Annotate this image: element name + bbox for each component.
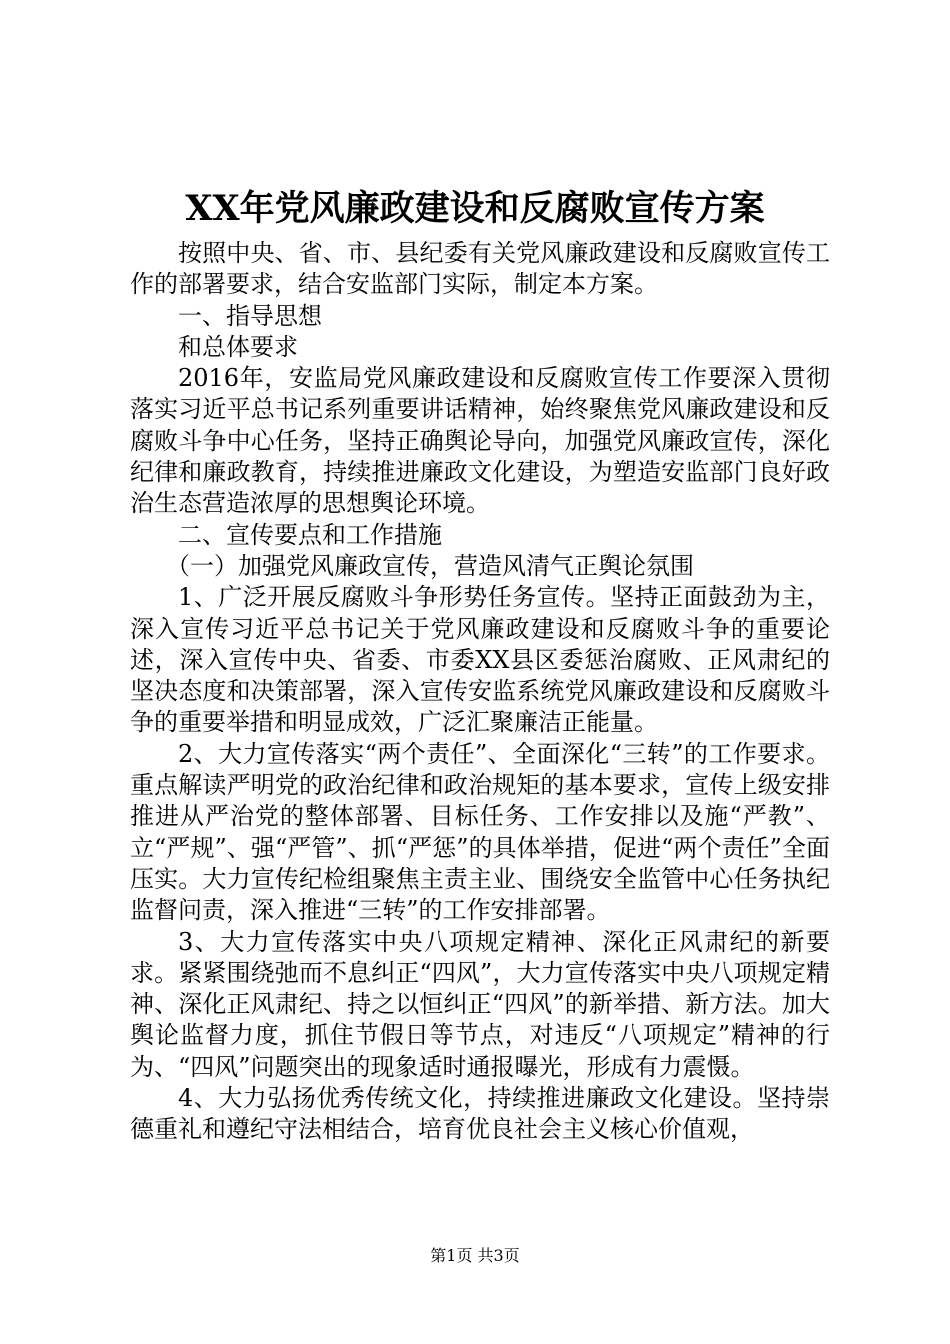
subheading-part-one: （一）加强党风廉政宣传，营造风清气正舆论氛围 [166, 551, 694, 580]
heading-guiding-thought: 一、指导思想 [178, 301, 322, 330]
paragraph-item-1: 1、广泛开展反腐败斗争形势任务宣传。坚持正面鼓劲为主，深入宣传习近平总书记关于党风廉政建设和反腐败斗争的重要论述，深入宣传中央、省委、市委XX县区委惩治腐败、正风肃纪的坚决态度和决策部署，深入宣传安监系统党风廉政建设和反腐败斗争的重要举措和明显成效，广泛汇聚廉洁正能量。 [130, 583, 830, 737]
paragraph-item-2: 2、大力宣传落实“两个责任”、全面深化“三转”的工作要求。重点解读严明党的政治纪律和政治规矩的基本要求，宣传上级安排推进从严治党的整体部署、目标任务、工作安排以及施“严教”、立“严规”、强“严管”、抓“严惩”的具体举措，促进“两个责任”全面压实。大力宣传纪检组聚焦主责主业、围绕安全监管中心任务执纪监督问责，深入推进“三转”的工作安排部署。 [130, 739, 830, 925]
paragraph-overview-2016: 2016年，安监局党风廉政建设和反腐败宣传工作要深入贯彻落实习近平总书记系列重要讲话精神，始终聚焦党风廉政建设和反腐败斗争中心任务，坚持正确舆论导向，加强党风廉政宣传，深化纪律和廉政教育，持续推进廉政文化建设，为塑造安监部门良好政治生态营造浓厚的思想舆论环境。 [130, 364, 830, 518]
paragraph-item-4: 4、大力弘扬优秀传统文化，持续推进廉政文化建设。坚持崇德重礼和遵纪守法相结合，培育优良社会主义核心价值观， [130, 1084, 830, 1144]
paragraph-intro: 按照中央、省、市、县纪委有关党风廉政建设和反腐败宣传工作的部署要求，结合安监部门实际，制定本方案。 [130, 239, 830, 299]
heading-key-points: 二、宣传要点和工作措施 [178, 520, 442, 549]
paragraph-item-3: 3、大力宣传落实中央八项规定精神、深化正风肃纪的新要求。紧紧围绕弛而不息纠正“四风”，大力宣传落实中央八项规定精神、深化正风肃纪、持之以恒纠正“四风”的新举措、新方法。加大舆论监督力度，抓住节假日等节点，对违反“八项规定”精神的行为、“四风”问题突出的现象适时通报曝光，形成有力震慑。 [130, 927, 830, 1081]
page-footer: 第1页 共3页 [430, 1246, 520, 1265]
document-title: XX年党风廉政建设和反腐败宣传方案 [185, 188, 765, 229]
document-body [130, 238, 830, 1146]
heading-overall-requirements: 和总体要求 [178, 332, 298, 361]
